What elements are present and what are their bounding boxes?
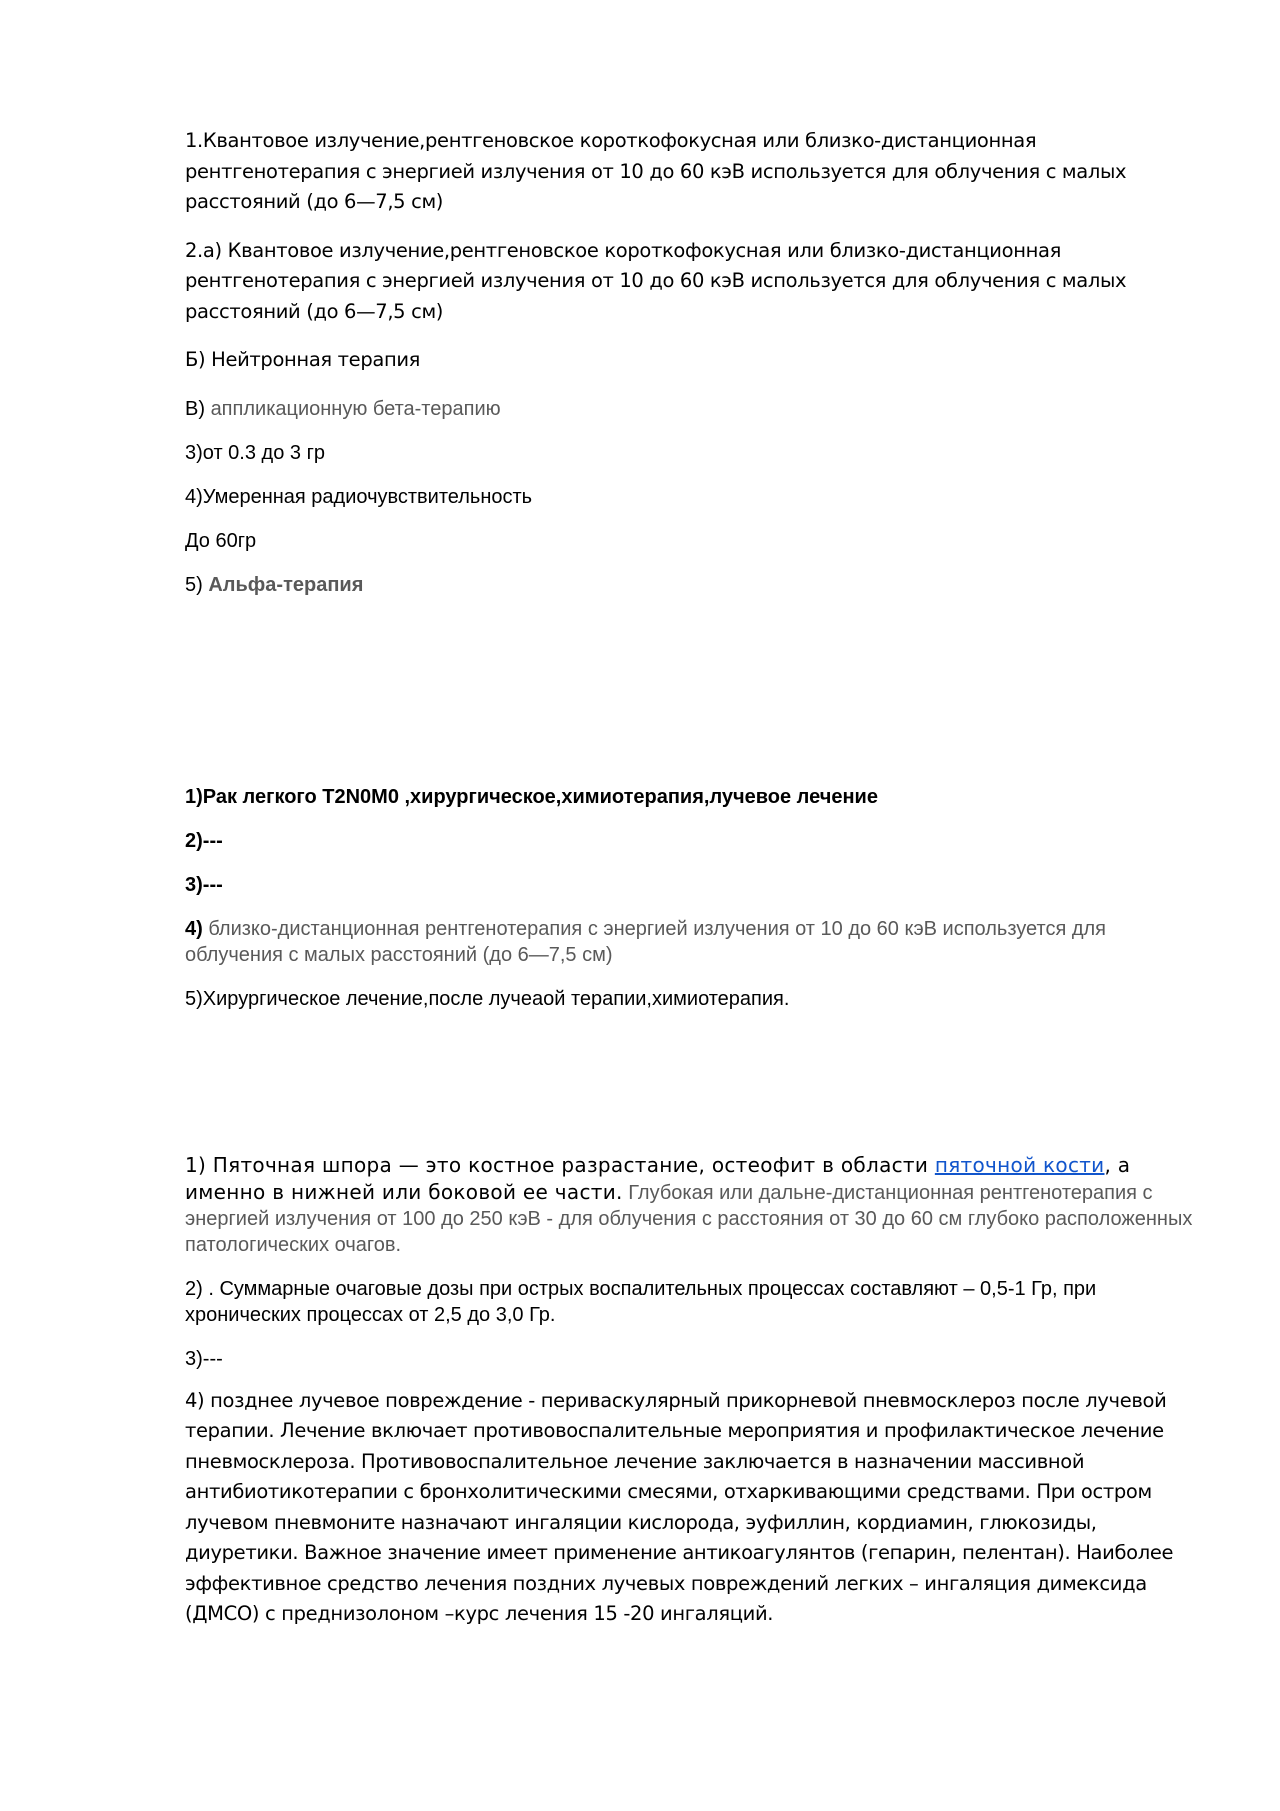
s2-paragraph-4 bbox=[185, 916, 1195, 968]
s1-p4-text: аппликационную бета-терапию bbox=[210, 397, 501, 420]
s1-paragraph-8 bbox=[185, 572, 1195, 598]
s2-paragraph-1: 1)Рак легкого T2N0M0 ,хирургическое,химиотерапия,лучевое лечение bbox=[185, 785, 878, 808]
s1-paragraph-2: 2.а) Квантовое излучение,рентгеновское короткофокусная или близко-дистанционная рентгенотерапия с энергией излучения от 10 до 60 кэВ используется для облучения с малых расстояний (до 6—7,5 см) bbox=[185, 238, 1127, 323]
document-page bbox=[185, 126, 1195, 1630]
heel-bone-link[interactable]: пяточной кости bbox=[934, 1152, 1105, 1177]
s2-paragraph-3: 3)--- bbox=[185, 873, 223, 896]
s1-paragraph-1: 1.Квантовое излучение,рентгеновское короткофокусная или близко-дистанционная рентгенотерапия с энергией излучения от 10 до 60 кэВ используется для облучения с малых расстояний (до 6—7,5 см) bbox=[185, 129, 1127, 213]
s1-paragraph-7: До 60гр bbox=[185, 529, 257, 552]
s3-paragraph-2: 2) . Суммарные очаговые дозы при острых воспалительных процессах составляют – 0,5-1 Гр, при хронических процессах от 2,5 до 3,0 Гр. bbox=[185, 1277, 1097, 1326]
s3-paragraph-1 bbox=[185, 1152, 1195, 1258]
s2-p4-text: близко-дистанционная рентгенотерапия с энергией излучения от 10 до 60 кэВ используется для облучения с малых расстояний (до 6—7,5 см) bbox=[185, 917, 1106, 966]
s1-p8-prefix: 5) bbox=[185, 573, 209, 596]
s2-paragraph-2: 2)--- bbox=[185, 829, 223, 852]
s3-p1-c: Глубокая или дальне-дистанционная рентгенотерапия с энергией излучения от 100 до 250 кэВ - для облучения с расстояния от 30 до 60 см глубоко расположенных патологических очагов. bbox=[185, 1181, 1193, 1256]
s3-paragraph-4: 4) позднее лучевое повреждение - периваскулярный прикорневой пневмосклероз после лучевой терапии. Лечение включает противовоспалительные мероприятия и профилактическое лечение пневмосклероза. Противовоспалительное лечение заключается в назначении массивной антибиотикотерапии с бронхолитическими смесями, отхаркивающими средствами. При остром лучевом пневмоните назначают ингаляции кислорода, эуфиллин, кордиамин, глюкозиды, диуретики. Важное значение имеет применение антикоагулянтов (гепарин, пелентан). Наиболее эффективное средство лечения поздних лучевых повреждений легких – ингаляция димексида (ДМСО) с преднизолоном –курс лечения 15 -20 ингаляций. bbox=[185, 1388, 1174, 1625]
s1-paragraph-6: 4)Умеренная радиочувствительность bbox=[185, 485, 533, 508]
s3-paragraph-3: 3)--- bbox=[185, 1347, 223, 1370]
s1-p8-text: Альфа-терапия bbox=[208, 573, 364, 596]
s1-p4-prefix: В) bbox=[185, 397, 211, 420]
s3-p1-a: 1) Пяточная шпора — это костное разрастание, остеофит в области bbox=[185, 1152, 935, 1177]
s2-p4-prefix: 4) bbox=[185, 917, 209, 940]
s1-paragraph-4 bbox=[185, 396, 1195, 422]
s1-paragraph-3: Б) Нейтронная терапия bbox=[185, 348, 421, 371]
s3-p1-b: , а именно в нижней или боковой ее части. bbox=[185, 1152, 1131, 1204]
s2-paragraph-5: 5)Хирургическое лечение,после лучеаой терапии,химиотерапия. bbox=[185, 987, 790, 1010]
s1-paragraph-5: 3)от 0.3 до 3 гр bbox=[185, 441, 325, 464]
